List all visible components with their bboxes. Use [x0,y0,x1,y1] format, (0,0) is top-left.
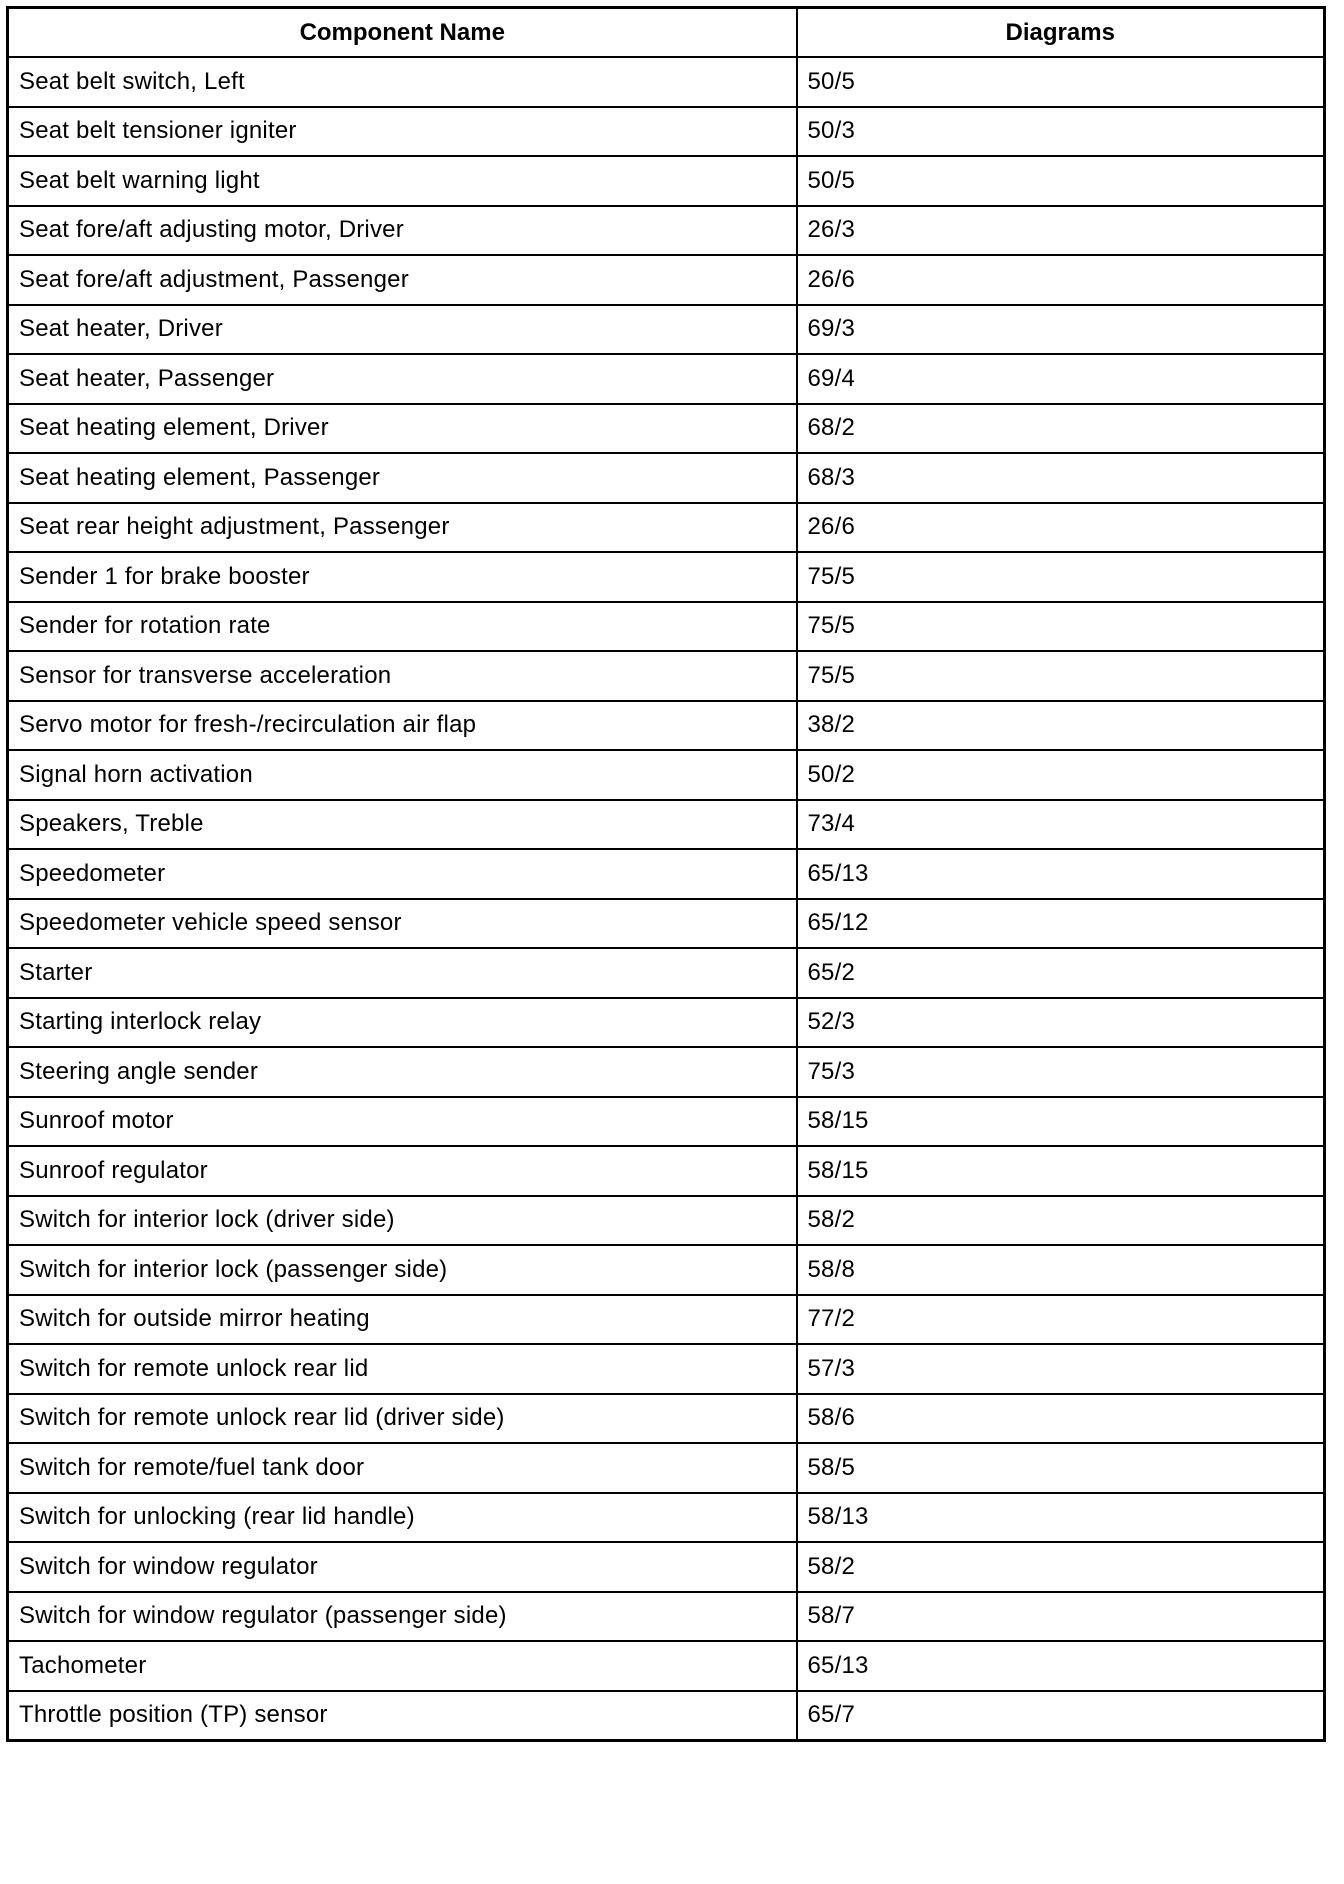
component-diagram-table [6,6,1326,1742]
diagram-ref-cell: 69/4 [797,354,1325,404]
table-row [8,552,1325,602]
component-name-cell: Steering angle sender [8,1047,797,1097]
diagram-ref-cell: 73/4 [797,800,1325,850]
table-row [8,1047,1325,1097]
table-row [8,1097,1325,1147]
diagram-ref-cell: 58/2 [797,1196,1325,1246]
component-name-cell: Seat fore/aft adjustment, Passenger [8,255,797,305]
table-row [8,305,1325,355]
component-name-cell: Switch for interior lock (passenger side) [8,1245,797,1295]
diagram-ref-cell: 75/3 [797,1047,1325,1097]
diagram-ref-cell: 65/2 [797,948,1325,998]
diagram-ref-cell: 58/5 [797,1443,1325,1493]
component-name-cell: Signal horn activation [8,750,797,800]
diagram-ref-cell: 75/5 [797,552,1325,602]
diagram-ref-cell: 65/13 [797,1641,1325,1691]
table-row [8,1691,1325,1741]
diagram-ref-cell: 68/3 [797,453,1325,503]
diagram-ref-cell: 75/5 [797,651,1325,701]
component-name-cell: Tachometer [8,1641,797,1691]
table-row [8,1245,1325,1295]
component-name-cell: Seat belt tensioner igniter [8,107,797,157]
diagram-ref-cell: 52/3 [797,998,1325,1048]
column-header-component-name: Component Name [8,8,797,58]
component-name-cell: Switch for interior lock (driver side) [8,1196,797,1246]
table-row [8,948,1325,998]
diagram-ref-cell: 26/3 [797,206,1325,256]
table-row [8,1146,1325,1196]
table-row [8,1493,1325,1543]
table-row [8,453,1325,503]
table-row [8,1443,1325,1493]
table-body [8,57,1325,1740]
diagram-ref-cell: 38/2 [797,701,1325,751]
diagram-ref-cell: 57/3 [797,1344,1325,1394]
diagram-ref-cell: 50/3 [797,107,1325,157]
diagram-ref-cell: 65/7 [797,1691,1325,1741]
component-name-cell: Throttle position (TP) sensor [8,1691,797,1741]
component-name-cell: Seat rear height adjustment, Passenger [8,503,797,553]
table-row [8,651,1325,701]
diagram-ref-cell: 58/15 [797,1146,1325,1196]
table-row [8,107,1325,157]
column-header-diagrams: Diagrams [797,8,1325,58]
diagram-ref-cell: 58/13 [797,1493,1325,1543]
component-name-cell: Seat heater, Driver [8,305,797,355]
component-name-cell: Switch for remote unlock rear lid [8,1344,797,1394]
component-name-cell: Seat heating element, Passenger [8,453,797,503]
component-name-cell: Sunroof motor [8,1097,797,1147]
component-name-cell: Speedometer [8,849,797,899]
component-name-cell: Switch for remote/fuel tank door [8,1443,797,1493]
component-name-cell: Seat heating element, Driver [8,404,797,454]
diagram-ref-cell: 58/6 [797,1394,1325,1444]
table-row [8,1295,1325,1345]
table-row [8,354,1325,404]
table-row [8,1542,1325,1592]
diagram-ref-cell: 65/12 [797,899,1325,949]
table-row [8,255,1325,305]
component-name-cell: Speedometer vehicle speed sensor [8,899,797,949]
table-row [8,1592,1325,1642]
diagram-ref-cell: 58/2 [797,1542,1325,1592]
diagram-ref-cell: 26/6 [797,503,1325,553]
table-row [8,1394,1325,1444]
diagram-ref-cell: 65/13 [797,849,1325,899]
diagram-ref-cell: 58/8 [797,1245,1325,1295]
table-row [8,57,1325,107]
diagram-ref-cell: 77/2 [797,1295,1325,1345]
table-header [8,8,1325,58]
component-name-cell: Switch for unlocking (rear lid handle) [8,1493,797,1543]
component-name-cell: Sunroof regulator [8,1146,797,1196]
table-row [8,899,1325,949]
table-row [8,1641,1325,1691]
table-row [8,602,1325,652]
component-name-cell: Sensor for transverse acceleration [8,651,797,701]
diagram-ref-cell: 26/6 [797,255,1325,305]
table-row [8,1196,1325,1246]
component-name-cell: Switch for window regulator [8,1542,797,1592]
component-name-cell: Seat fore/aft adjusting motor, Driver [8,206,797,256]
component-name-cell: Switch for remote unlock rear lid (driver side) [8,1394,797,1444]
table-row [8,1344,1325,1394]
diagram-ref-cell: 69/3 [797,305,1325,355]
table-row [8,998,1325,1048]
component-table-container [6,6,1323,1742]
diagram-ref-cell: 50/2 [797,750,1325,800]
table-row [8,404,1325,454]
table-row [8,503,1325,553]
component-name-cell: Speakers, Treble [8,800,797,850]
component-name-cell: Seat belt switch, Left [8,57,797,107]
component-name-cell: Switch for outside mirror heating [8,1295,797,1345]
component-name-cell: Sender 1 for brake booster [8,552,797,602]
table-row [8,800,1325,850]
component-name-cell: Starting interlock relay [8,998,797,1048]
diagram-ref-cell: 58/15 [797,1097,1325,1147]
table-row [8,701,1325,751]
component-name-cell: Seat belt warning light [8,156,797,206]
header-row [8,8,1325,58]
diagram-ref-cell: 50/5 [797,57,1325,107]
diagram-ref-cell: 68/2 [797,404,1325,454]
diagram-ref-cell: 58/7 [797,1592,1325,1642]
table-row [8,849,1325,899]
table-row [8,206,1325,256]
table-row [8,156,1325,206]
component-name-cell: Starter [8,948,797,998]
component-name-cell: Seat heater, Passenger [8,354,797,404]
diagram-ref-cell: 75/5 [797,602,1325,652]
component-name-cell: Servo motor for fresh-/recirculation air flap [8,701,797,751]
component-name-cell: Switch for window regulator (passenger side) [8,1592,797,1642]
diagram-ref-cell: 50/5 [797,156,1325,206]
component-name-cell: Sender for rotation rate [8,602,797,652]
table-row [8,750,1325,800]
